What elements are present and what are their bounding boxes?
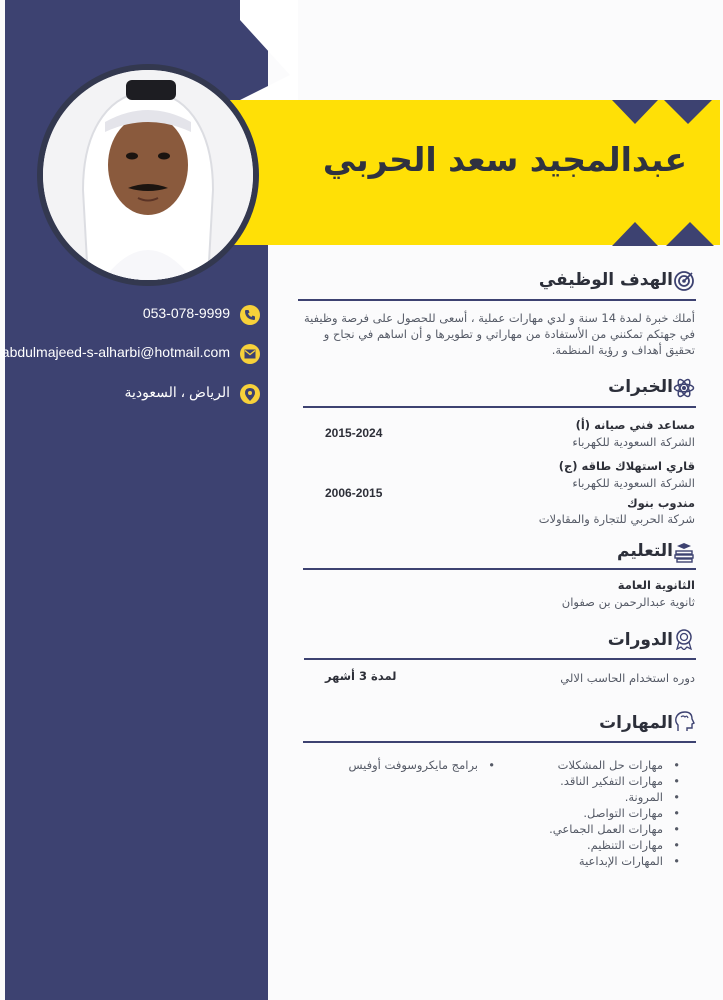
experience-title: الخبرات	[608, 377, 673, 397]
target-icon	[673, 270, 695, 292]
experience-role: قاري استهلاك طاقه (ج)	[558, 459, 695, 473]
experience-years: 2006-2015	[325, 486, 383, 500]
skill-item: • برامج مايكروسوفت أوفيس	[349, 757, 499, 773]
banner-top-triangles	[612, 100, 717, 124]
objective-text	[295, 310, 695, 358]
objective-line: في جهتكم تمكنني من الأستفادة من مهاراتي و تطويرها و أن اساهم في نجاح و	[323, 327, 695, 341]
education-divider	[303, 568, 696, 570]
education-title: التعليم	[617, 541, 673, 561]
location-text: الرياض ، السعودية	[124, 384, 230, 400]
skill-item: • مهارات العمل الجماعي.	[549, 821, 683, 837]
objective-line: أملك خبرة لمدة 14 سنة و لدي مهارات عملية ، أسعى للحصول على فرصة وظيفية	[303, 311, 695, 325]
experience-years: 2015-2024	[325, 426, 383, 440]
email-address[interactable]: abdulmajeed-s-alharbi@hotmail.com	[1, 344, 230, 360]
skills-title: المهارات	[599, 713, 673, 733]
experience-company: شركة الحربي للتجارة والمقاولات	[538, 512, 695, 526]
atom-icon	[673, 377, 695, 399]
experience-company: الشركة السعودية للكهرباء	[572, 476, 695, 490]
location-pin-icon	[240, 384, 260, 404]
contact-phone-row	[5, 303, 260, 327]
skills-list-left	[349, 757, 499, 773]
experience-divider	[303, 406, 696, 408]
person-avatar-icon	[43, 70, 253, 280]
education-school: ثانوية عبدالرحمن بن صفوان	[561, 595, 695, 609]
skill-item: • مهارات التواصل.	[549, 805, 683, 821]
contact-email-row	[1, 342, 260, 366]
skill-item: • المرونة.	[549, 789, 683, 805]
decorative-chevron	[228, 0, 298, 100]
banner-bottom-triangles	[612, 222, 722, 246]
skills-list-right	[549, 757, 683, 869]
objective-line: تحقيق أهداف و رؤية المنظمة.	[551, 343, 695, 357]
person-name: عبدالمجيد سعد الحربي	[322, 140, 687, 179]
courses-title: الدورات	[607, 630, 673, 650]
education-degree: الثانوية العامة	[617, 578, 695, 592]
contact-location-row	[5, 382, 260, 406]
phone-icon	[240, 305, 260, 325]
course-name: دوره استخدام الحاسب الالي	[560, 671, 695, 685]
objective-divider	[298, 299, 696, 301]
skill-item: • المهارات الإبداعية	[549, 853, 683, 869]
award-badge-icon	[673, 628, 695, 650]
skill-item: • مهارات حل المشكلات	[549, 757, 683, 773]
skill-item: • مهارات التنظيم.	[549, 837, 683, 853]
experience-role: مساعد فني صيانه (أ)	[575, 418, 695, 432]
brain-head-icon	[673, 710, 695, 732]
experience-role: مندوب بنوك	[627, 496, 695, 510]
email-icon	[240, 344, 260, 364]
books-icon	[673, 541, 695, 563]
experience-company: الشركة السعودية للكهرباء	[572, 435, 695, 449]
skill-item: • مهارات التفكير الناقد.	[549, 773, 683, 789]
courses-divider	[304, 658, 696, 660]
profile-photo	[43, 70, 253, 280]
course-duration: لمدة 3 أشهر	[325, 669, 397, 683]
skills-divider	[303, 741, 696, 743]
objective-title: الهدف الوظيفي	[538, 270, 673, 290]
phone-number[interactable]: 053-078-9999	[142, 305, 230, 321]
